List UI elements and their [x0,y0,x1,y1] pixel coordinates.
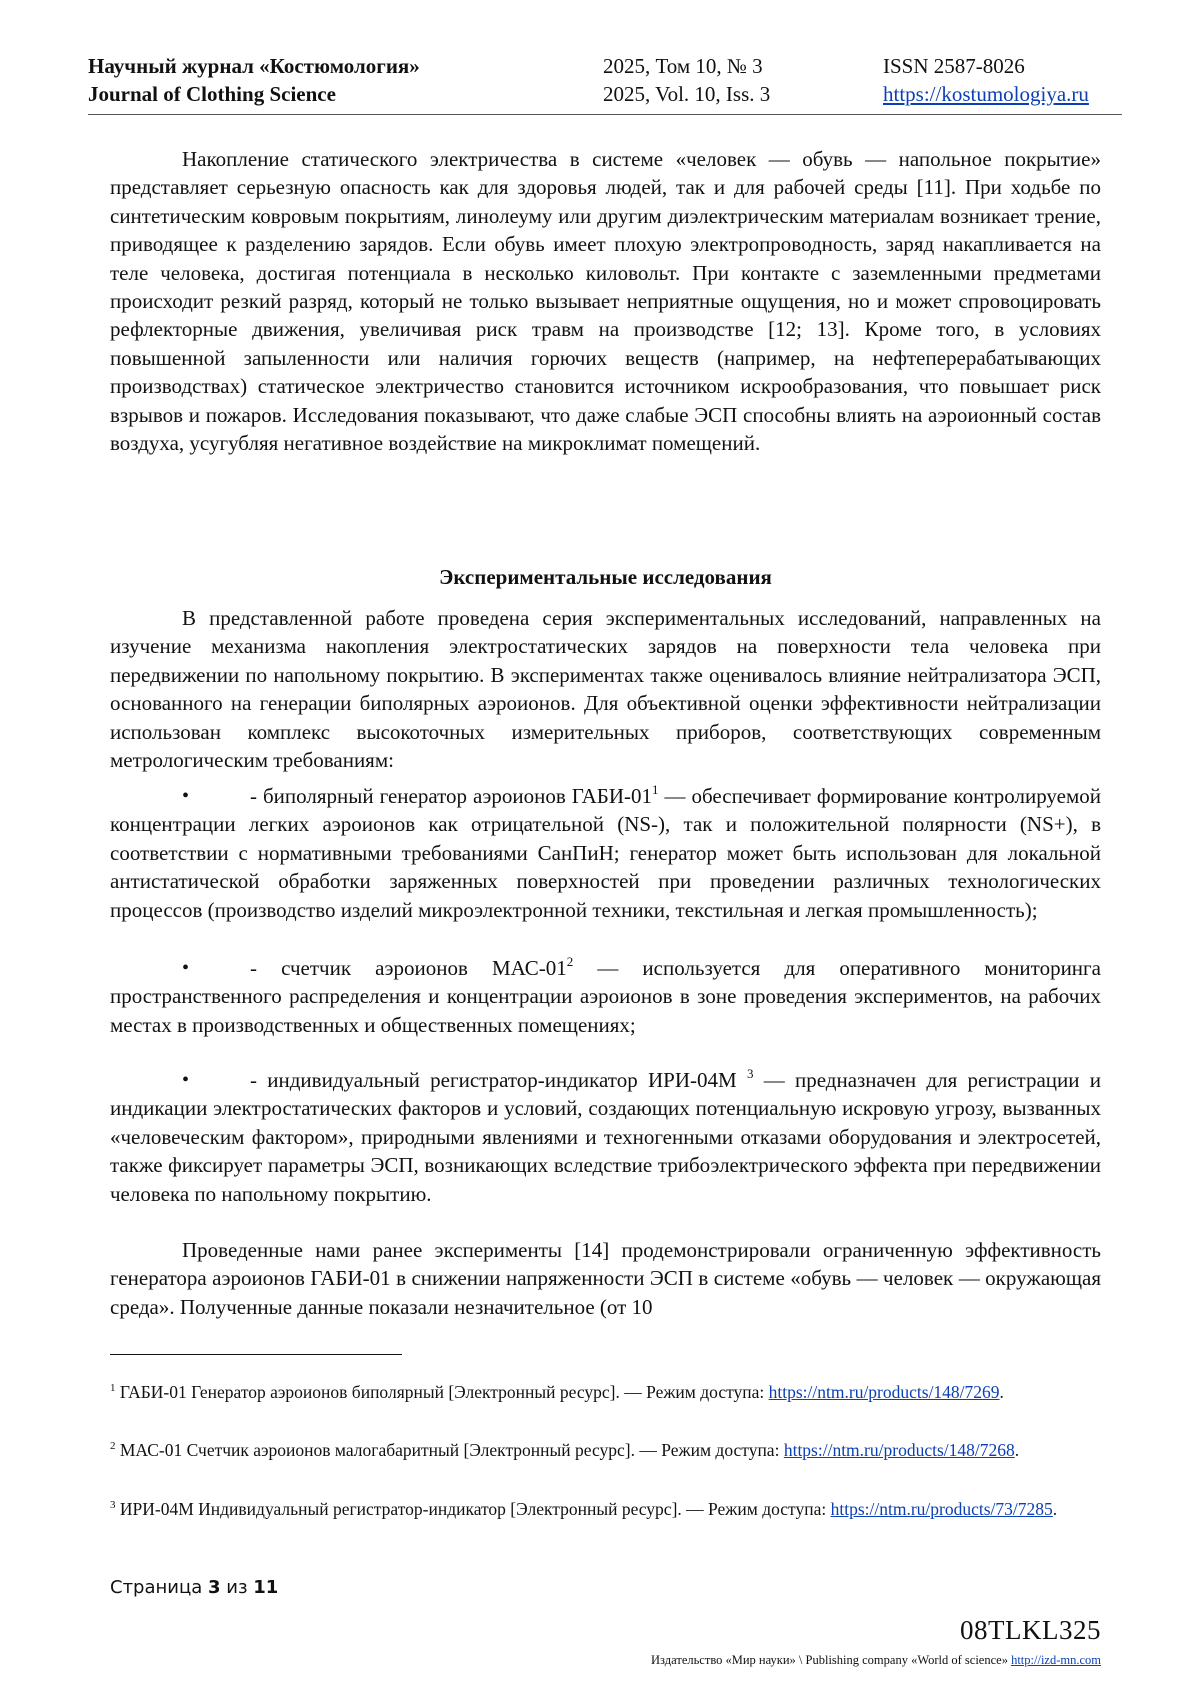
footnote-divider [110,1354,402,1355]
body-paragraph-2 [110,604,1101,774]
footnote-2 [110,1438,1101,1463]
article-code: 08TLKL325 [960,1615,1101,1645]
page-word: Страница [110,1577,203,1598]
footnote-text: МАС-01 Счетчик аэроионов малогабаритный [Электронный ресурс]. — Режим доступа: [115,1440,784,1460]
body-paragraph-1 [110,145,1101,457]
footnote-ref[interactable]: 2 [566,954,574,969]
paragraph-text: Накопление статического электричества в системе «человек — обувь — напольное покрытие» представляет серьезную опасность как для здоровья людей, так и для рабочей среды [11]. При ходьбе по синтетическим ковровым покрытиям, линолеуму или другим диэлектрическим материалам возникает трение, приводящее к разделению зарядов. Если обувь имеет плохую электропроводность, заряд накапливается на теле человека, достигая потенциала в несколько киловольт. При контакте с заземленными предметами происходит резкий разряд, который не только вызывает неприятные ощущения, но и может спровоцировать рефлекторные движения, увеличивая риск травм на производстве [12; 13]. Кроме того, в условиях повышенной запыленности или наличия горючих веществ (например, на нефтеперерабатывающих производствах) статическое электричество становится источником искрообразования, что повышает риск взрывов и пожаров. Исследования показывают, что даже слабые ЭСП способны влиять на аэроионный состав воздуха, усугубляя негативное воздействие на микроклимат помещений. [110,147,1101,456]
page-number [110,1577,278,1598]
footnote-tail: . [999,1382,1004,1402]
bullet-text: — используется для оперативного мониторинга пространственного распределения и концентрации аэроионов в зоне проведения экспериментов, на рабочих местах в производственных и общественных помещениях; [110,956,1101,1037]
page-current: 3 [208,1577,221,1598]
footnote-number: 3 [110,1499,116,1511]
bullet-text: — предназначен для регистрации и индикации электростатических факторов и условий, создающих потенциальную искровую угрозу, вызванных «человеческим фактором», природными явлениями и техногенными отказами оборудования и электросетей, также фиксирует параметры ЭСП, возникающих вследствие трибоэлектрического эффекта при передвижении человека по напольному покрытию. [110,1068,1101,1206]
footnote-ref[interactable]: 3 [746,1066,754,1081]
publisher-line [651,1653,1101,1668]
footnote-1 [110,1380,1101,1405]
body-paragraph-3 [110,1236,1101,1321]
issue-ru: 2025, Том 10, № 3 [603,54,763,78]
page-total: 11 [253,1577,279,1598]
footnote-text: ИРИ-04М Индивидуальный регистратор-индикатор [Электронный ресурс]. — Режим доступа: [115,1499,831,1519]
bullet-dot-icon: • [182,1069,190,1091]
footnote-number: 2 [110,1440,116,1452]
bullet-lead: - счетчик аэроионов МАС-01 [250,956,567,980]
bullet-item-iri [110,1066,1101,1208]
footnote-link[interactable]: https://ntm.ru/products/148/7268 [783,1440,1015,1460]
bullet-item-mas [110,954,1101,1039]
section-heading: Экспериментальные исследования [439,565,772,589]
bullet-text: — обеспечивает формирование контролируемой концентрации легких аэроионов как отрицательной (NS-), так и положительной полярности (NS+), в соответствии с нормативными требованиями СанПиН; генератор может быть использован для локальной антистатической обработки заряженных поверхностей при проведении различных технологических процессов (производство изделий микроэлектронной техники, текстильная и легкая промышленность); [110,784,1101,922]
footnote-tail: . [1052,1499,1058,1519]
footnote-number: 1 [110,1382,116,1394]
footnote-3 [110,1497,1101,1522]
journal-site-link[interactable]: https://kostumologiya.ru [883,82,1089,106]
paragraph-text: Проведенные нами ранее эксперименты [14] продемонстрировали ограниченную эффективность генератора аэроионов ГАБИ-01 в снижении напряженности ЭСП в системе «обувь — человек — окружающая среда». Полученные данные показали незначительное (от 10 [110,1238,1101,1319]
bullet-dot-icon: • [182,957,190,979]
journal-title-en: Journal of Clothing Science [88,82,336,106]
bullet-dot-icon: • [182,785,190,807]
journal-header [88,52,1122,115]
bullet-item-gabi [110,782,1101,924]
journal-title-ru: Научный журнал «Костюмология» [88,54,420,78]
paragraph-text: В представленной работе проведена серия экспериментальных исследований, направленных на изучение механизма накопления электростатических зарядов на поверхности тела человека при передвижении по напольному покрытию. В экспериментах также оценивалось влияние нейтрализатора ЭСП, основанного на генерации биполярных аэроионов. Для объективной оценки эффективности нейтрализации использован комплекс высокоточных измерительных приборов, соответствующих современным метрологическим требованиям: [110,606,1101,773]
publisher-text: Издательство «Мир науки» \ Publishing company «World of science» [651,1653,1012,1667]
journal-title-block [88,52,420,108]
footnote-link[interactable]: https://ntm.ru/products/73/7285 [830,1499,1053,1519]
footnote-text: ГАБИ-01 Генератор аэроионов биполярный [Электронный ресурс]. — Режим доступа: [115,1382,769,1402]
issue-block [603,52,770,108]
issue-en: 2025, Vol. 10, Iss. 3 [603,82,771,106]
issn: ISSN 2587-8026 [883,54,1025,78]
bullet-lead: - биполярный генератор аэроионов ГАБИ-01 [250,784,652,808]
footnote-link[interactable]: https://ntm.ru/products/148/7269 [768,1382,1000,1402]
bullet-lead: - индивидуальный регистратор-индикатор ИРИ-04М [250,1068,747,1092]
page-of: из [226,1577,248,1598]
footnote-ref[interactable]: 1 [651,782,659,797]
issn-block [883,52,1089,108]
footnote-tail: . [1014,1440,1020,1460]
publisher-link[interactable]: http://izd-mn.com [1011,1653,1101,1667]
